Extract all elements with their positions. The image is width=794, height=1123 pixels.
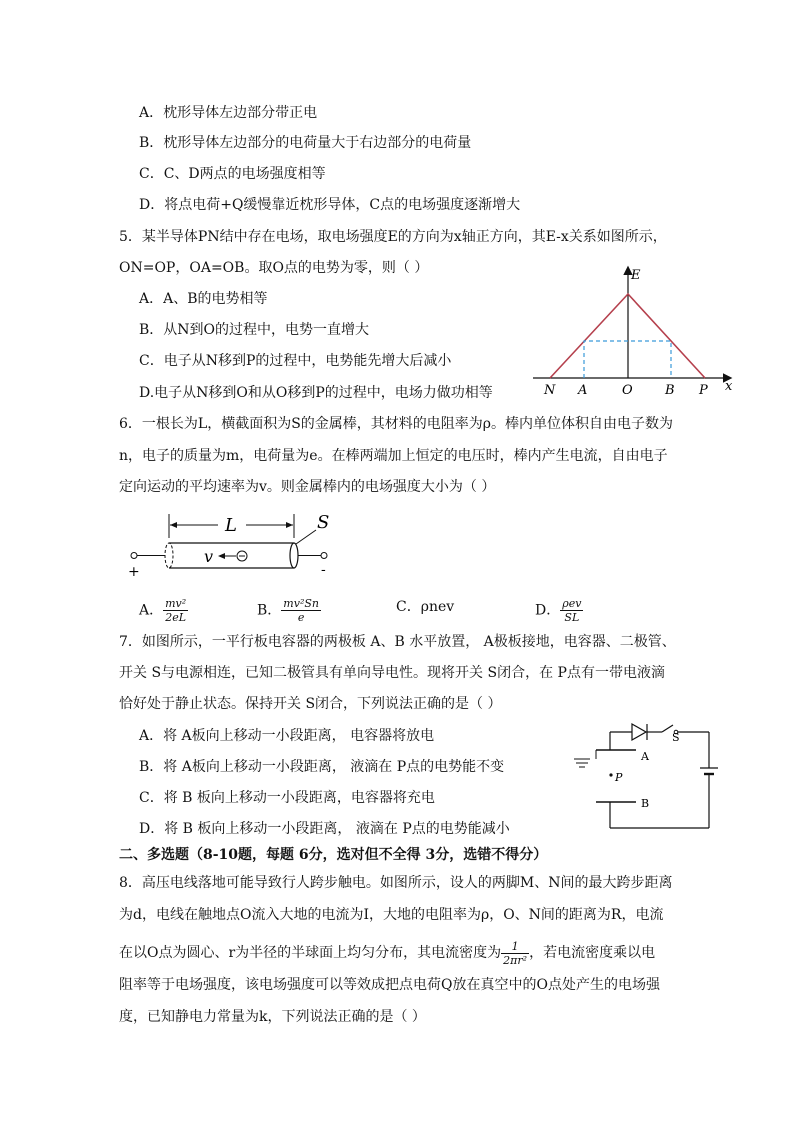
x-axis-label: x [725,379,733,394]
plate-a-label: A [641,750,649,763]
length-label: L [225,515,237,536]
q7-circuit-diagram [570,718,722,838]
q5-option-b: B．从N到O的过程中，电势一直增大 [139,322,370,338]
q4-option-b: B．枕形导体左边部分的电荷量大于右边部分的电荷量 [139,135,472,151]
q8-stem-line1: 8．高压电线落地可能导致行人跨步触电。如图所示，设人的两脚M、N间的最大跨步距离 [119,875,673,891]
q6-option-c: C．ρnev [396,599,455,615]
q7-option-a: A．将 A板向上移动一小段距离， 电容器将放电 [139,728,435,744]
point-o: O [622,383,633,398]
q6-stem-line3: 定向运动的平均速率为v。则金属棒内的电场强度大小为（ ） [119,479,496,495]
droplet-point-p [609,773,612,776]
q8-stem-line4: 阻率等于电场强度，该电场强度可以等效成把点电荷Q放在真空中的O点处产生的电场强 [119,977,660,993]
q8-stem-line5: 度，已知静电力常量为k，下列说法正确的是（ ） [119,1009,426,1025]
q6-option-d: D． $\frac{\text{ρev}}{SL}$ [535,597,582,624]
point-a: A [578,383,588,398]
q4-option-c: C．C、D两点的电场强度相等 [139,166,326,182]
rod-left-face [165,543,173,568]
q5-e-x-graph [525,262,745,400]
minus-terminal: - [321,562,326,578]
q5-stem-line2: ON=OP，OA=OB。取O点的电势为零，则（ ） [119,260,429,276]
q4-option-d: D．将点电荷+Q缓慢靠近枕形导体，C点的电场强度逐渐增大 [139,197,521,213]
q8-stem-line2: 为d，电线在触地点O流入大地的电流为I，大地的电阻率为ρ，O、N间的距离为R，电流 [119,907,664,923]
q6-metal-rod-figure [124,508,346,580]
plate-b-label: B [641,797,650,810]
point-b: B [665,383,675,398]
point-n: N [544,383,556,398]
rod-right-face [290,543,298,568]
e-axis-label: E [631,268,641,283]
section-multiple-choice-heading: 二、多选题（8-10题，每题 6分，选对但不全得 3分，选错不得分） [119,847,548,863]
q5-option-d: D.电子从N移到O和从O移到P的过程中，电场力做功相等 [139,385,493,401]
q7-option-b: B．将 A板向上移动一小段距离， 液滴在 P点的电势能不变 [139,759,505,775]
point-p: P [699,383,708,398]
point-p-label: P [615,771,623,784]
q6-option-b: B． $\frac{\text{mv²Sn}}{e}$ [257,597,319,624]
q6-stem-line1: 6．一根长为L，横截面积为S的金属棒，其材料的电阻率为ρ。棒内单位体积自由电子数为 [119,416,674,432]
switch-label: S [672,731,680,744]
q7-option-d: D．将 B 板向上移动一小段距离， 液滴在 P点的电势能减小 [139,821,510,837]
q7-stem-line2: 开关 S与电源相连，已知二极管具有单向导电性。现将开关 S闭合，在 P点有一带电液滴 [119,665,665,681]
velocity-label: v [204,547,214,566]
q8-stem-line3: 在以O点为圆心、r为半径的半球面上均匀分布，其电流密度为 $\frac{1}{\text{2πr²}}$ ，若电流密度乘以电 [119,939,656,967]
q7-option-c: C．将 B 板向上移动一小段距离，电容器将充电 [139,790,435,806]
q5-option-c: C．电子从N移到P的过程中，电势能先增大后减小 [139,353,452,369]
q7-stem-line1: 7．如图所示，一平行板电容器的两极板 A、B 水平放置， A极板接地，电容器、二极管、 [119,634,676,650]
q4-option-a: A．枕形导体左边部分带正电 [139,105,318,121]
diode-icon [632,724,646,740]
plus-terminal: + [128,564,140,580]
current-density-fraction: $\frac{1}{\text{2πr²}}$ [503,939,528,967]
area-label: S [317,512,330,533]
q6-option-a: A． $\frac{\text{mv²}}{2eL}$ [139,597,187,624]
q7-stem-line3: 恰好处于静止状态。保持开关 S闭合，下列说法正确的是（ ） [119,696,502,712]
q5-stem-line1: 5．某半导体PN结中存在电场，取电场强度E的方向为x轴正方向，其E-x关系如图所示， [119,229,667,245]
q6-stem-line2: n，电子的质量为m，电荷量为e。在棒两端加上恒定的电压时，棒内产生电流，自由电子 [119,448,668,464]
q5-option-a: A．A、B的电势相等 [139,291,268,307]
